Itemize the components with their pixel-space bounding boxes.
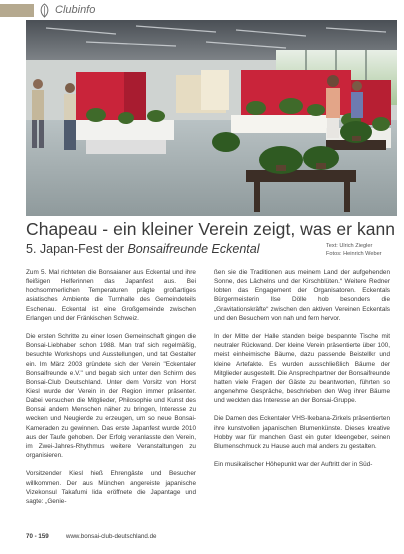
leaf-icon — [38, 3, 51, 18]
paragraph: In der Mitte der Halle standen beige bespannte Tische mit neutraler Rückwand. Der kleine Verein präsentierte über 100, meist einheimische Bäume, dazu passende Beistellkr und kleine Artefakte. Es wurden ausschließlich Bäume der Mitglieder ausgestellt. Die Ansprechpartner der Bonsaifreunde hatten viele Fragen der Gäste zu beantworten, führten so angenehme Gespräche, beschrieben den Weg ihrer Bäume und weckten das Interesse an der Bonsai-Gruppe. — [214, 333, 390, 405]
section-title: Clubinfo — [55, 4, 96, 16]
page-number: 70 - 159 — [26, 533, 49, 540]
credit-photos: Fotos: Heinrich Weber — [326, 250, 382, 257]
paragraph: ßen sie die Traditionen aus meinem Land der aufgehenden Sonne, des Lächelns und der Kirschblüten.“ Weitere Redner lobten das Engagement der Organisatoren. Eckentals Bürgermeisterin Ilse Dölle hob besonders die „Gravitationskräfte“ zwischen den aktiven Vereinen Eckentals und den Besuchern von nah und fern hervor. — [214, 269, 390, 322]
section-header — [0, 0, 404, 22]
footer-url: www.bonsai-club-deutschland.de — [66, 533, 157, 540]
paragraph: Die Damen des Eckentaler VHS-Ikebana-Zirkels präsentierten ihre kunstvollen japanischen Blumenkünste. Dieses kreative Hobby war für manchen Gast ein guter Ideengeber, seinen Blumenschmuck zu Hause auch mal anders zu gestalten. — [214, 415, 390, 450]
credit-text: Text: Ulrich Ziegler — [326, 243, 373, 249]
paragraph: Die ersten Schritte zu einer losen Gemeinschaft gingen die Bonsai-Liebhaber schon 1988. Man traf sich regelmäßig, besuchte Workshops und Ausstellungen, und tat Gestalter ein. Im März 2003 gründete sich der Verein "Eckentaler Bonsaifreunde e.V." und begab sich unter den Schirm des Bonsai-Club Deutschland. Unter dem Vorsitz von Horst Kiesl wurde der Verein in der Region immer präsenter. Dabei versuchen die Mitglieder, Philosophie und Kunst des Bonsai andern Menschen näher zu bringen, Interesse zu wecken und Neugierde zu erzeugen, um so neue Bonsai-Kameraden zu gewinnen. Das erste Japanfest wurde 2010 aus der Taufe gehoben. Der Erfolg veranlasste den Verein, im Zwei-Jahres-Rhythmus weitere Veranstaltungen zu organisieren. — [26, 333, 196, 460]
article-column-right — [214, 268, 390, 479]
paragraph: Zum 5. Mal richteten die Bonsaianer aus Eckental und ihre fleißigen Helferinnen das Japanfest aus. Bei hochsommerlichen Temperaturen prägte großartiges asiatisches Ambiente die Turnhalle des Gemeindeteils Eschenau. Eckental ist eine Großgemeinde zwischen Erlangen und der Fränkischen Schweiz. — [26, 269, 196, 322]
exhibition-hall-illustration — [26, 20, 397, 216]
exhibition-hall-photo — [26, 20, 397, 216]
article-credits — [326, 243, 382, 258]
subtitle-prefix: 5. Japan-Fest der — [26, 242, 128, 256]
header-color-bar — [0, 4, 34, 17]
paragraph: Vorsitzender Kiesl hieß Ehrengäste und Besucher willkommen. Der aus München angereiste japanische Vizekonsul Takafumi lida eröffnete die Japantage und sagte: „Genie- — [26, 470, 196, 505]
article-headline: Chapeau - ein kleiner Verein zeigt, was er kann — [26, 219, 396, 239]
article-column-left — [26, 268, 196, 515]
article-subtitle — [26, 242, 316, 256]
subtitle-club-name: Bonsaifreunde Eckental — [127, 242, 260, 256]
paragraph: Ein musikalischer Höhepunkt war der Auftritt der in Süd- — [214, 461, 373, 469]
